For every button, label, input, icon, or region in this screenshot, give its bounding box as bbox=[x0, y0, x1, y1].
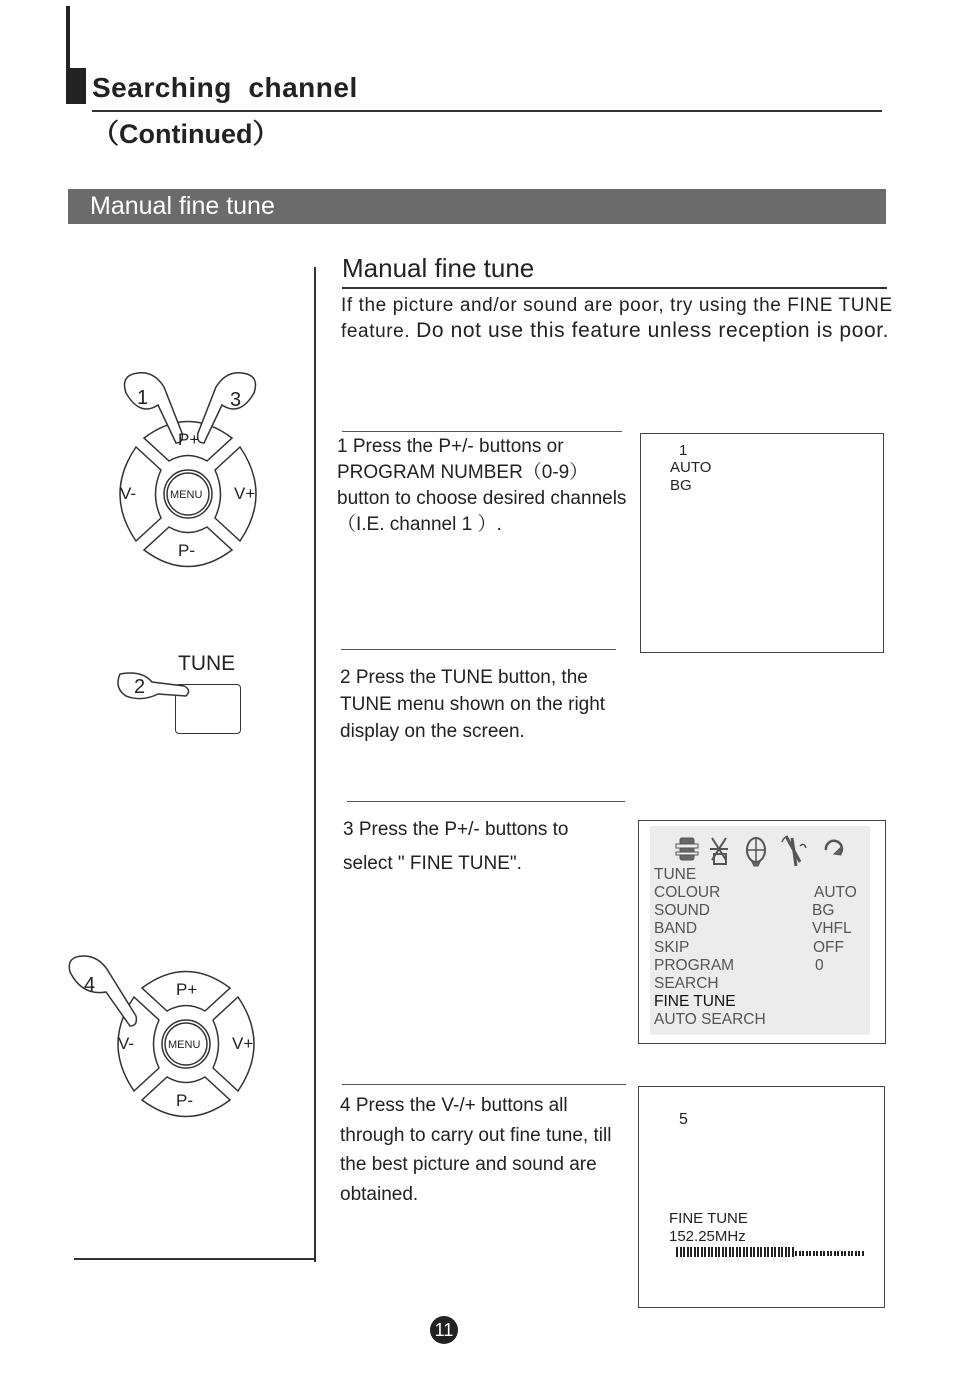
search-icon bbox=[826, 841, 842, 855]
intro-text-2: Do not use this feature unless reception is poor. bbox=[416, 319, 890, 342]
fine-tune-tick bbox=[683, 1247, 685, 1257]
fine-tune-tick bbox=[764, 1247, 766, 1257]
colour-icon bbox=[710, 838, 728, 864]
fine-tune-tick bbox=[680, 1247, 682, 1257]
column-divider bbox=[314, 267, 316, 1262]
fine-tune-tick bbox=[722, 1247, 724, 1257]
fine-tune-tick bbox=[785, 1247, 787, 1257]
fine-tune-tick bbox=[816, 1251, 818, 1256]
section-banner-label: Manual fine tune bbox=[90, 192, 275, 220]
fine-tune-tick bbox=[792, 1247, 794, 1257]
fine-tune-tick bbox=[725, 1247, 727, 1257]
remote-dpad-1 bbox=[100, 365, 280, 580]
main-title: Manual fine tune bbox=[342, 253, 535, 283]
step-2-text: 2 Press the TUNE button, the TUNE menu shown on the right display on the screen. bbox=[340, 667, 606, 742]
intro-text-1: If the picture and/or sound are poor, try using the FINE TUNE feature. bbox=[341, 295, 893, 342]
fine-tune-tick bbox=[708, 1247, 710, 1257]
screen-1-channel: 1 bbox=[679, 442, 688, 459]
fine-tune-tick bbox=[676, 1247, 678, 1257]
menu-item-fine-tune[interactable]: FINE TUNE bbox=[654, 993, 736, 1010]
menu-item-sound[interactable]: SOUND bbox=[654, 902, 710, 919]
screen-1-mode: AUTO bbox=[670, 459, 712, 476]
finger-pointer-right bbox=[198, 373, 256, 443]
fine-tune-tick bbox=[732, 1247, 734, 1257]
tune-button-group bbox=[112, 650, 252, 740]
fine-tune-tick bbox=[736, 1247, 738, 1257]
dpad-right-label: V+ bbox=[234, 484, 256, 503]
finger-pointer-v bbox=[69, 956, 136, 1026]
fine-tune-tick bbox=[848, 1251, 850, 1256]
tune-menu-panel bbox=[650, 826, 870, 1035]
fine-tune-tick bbox=[697, 1247, 699, 1257]
dpad-up-label-2: P+ bbox=[176, 980, 198, 999]
fine-tune-tick bbox=[718, 1247, 720, 1257]
finger-label-3: 3 bbox=[230, 389, 242, 411]
dpad-down-label-2: P- bbox=[176, 1091, 193, 1110]
step-4-text: 4 Press the V-/+ buttons all through to carry out fine tune, till the best picture and sound are obtained. bbox=[340, 1095, 612, 1205]
menu-value-sound: BG bbox=[812, 902, 835, 919]
finger-pointer-tune bbox=[112, 666, 192, 706]
fine-tune-tick bbox=[834, 1251, 836, 1256]
menu-label-2: MENU bbox=[168, 1039, 201, 1051]
fine-tune-tick bbox=[806, 1251, 808, 1256]
fine-tune-tick bbox=[827, 1251, 829, 1256]
page-title: Searching channel bbox=[92, 72, 358, 103]
tune-button-label: TUNE bbox=[178, 652, 236, 675]
fine-tune-tick bbox=[858, 1251, 860, 1256]
dpad-down-label: P- bbox=[178, 541, 195, 560]
column-bottom-rule bbox=[74, 1258, 316, 1260]
fine-tune-tick bbox=[799, 1251, 801, 1256]
fine-tune-tick bbox=[841, 1251, 843, 1256]
finger-label-4: 4 bbox=[84, 974, 96, 996]
fine-tune-tick bbox=[830, 1251, 832, 1256]
step-4-rule bbox=[342, 1084, 626, 1085]
fine-tune-tick bbox=[795, 1251, 797, 1256]
fine-tune-tick bbox=[760, 1247, 762, 1257]
menu-item-search[interactable]: SEARCH bbox=[654, 975, 719, 992]
fine-tune-tick bbox=[781, 1247, 783, 1257]
fine-tune-tick bbox=[788, 1247, 790, 1257]
menu-value-band: VHFL bbox=[812, 920, 852, 937]
menu-item-band[interactable]: BAND bbox=[654, 920, 698, 937]
fine-tune-tick bbox=[837, 1251, 839, 1256]
page-subtitle: （Continued） bbox=[92, 119, 280, 149]
step-3-rule bbox=[347, 801, 625, 802]
menu-item-program[interactable]: PROGRAM bbox=[654, 957, 735, 974]
fine-tune-tick bbox=[690, 1247, 692, 1257]
screen-fine-channel: 5 bbox=[679, 1111, 688, 1128]
fine-tune-tick bbox=[715, 1247, 717, 1257]
finger-label-2: 2 bbox=[134, 676, 146, 698]
dpad-up-label: P+ bbox=[178, 430, 200, 449]
step-1-text: 1 Press the P+/- buttons or PROGRAM NUMBER（0-9）button to choose desired channels（I.E. channel 1 ）. bbox=[337, 436, 627, 535]
sound-icon bbox=[747, 838, 765, 866]
fine-tune-tick bbox=[711, 1247, 713, 1257]
fine-tune-tick bbox=[750, 1247, 752, 1257]
fine-tune-tick bbox=[694, 1247, 696, 1257]
menu-icon-row bbox=[674, 832, 864, 868]
section-banner bbox=[68, 189, 886, 224]
fine-tune-tick bbox=[813, 1251, 815, 1256]
fine-tune-tick bbox=[739, 1247, 741, 1257]
remote-dpad-2 bbox=[60, 950, 280, 1130]
menu-value-colour: AUTO bbox=[814, 884, 857, 901]
fine-tune-tick bbox=[820, 1251, 822, 1256]
menu-item-auto-search[interactable]: AUTO SEARCH bbox=[654, 1011, 766, 1028]
step-3-text-1: 3 Press the P+/- buttons to bbox=[343, 819, 569, 840]
screen-fine-frequency: 152.25MHz bbox=[669, 1228, 746, 1245]
step-2-rule bbox=[341, 649, 616, 650]
step-3-text-2: select " FINE TUNE". bbox=[343, 853, 522, 874]
fine-tune-tick bbox=[704, 1247, 706, 1257]
menu-item-skip[interactable]: SKIP bbox=[654, 939, 690, 956]
screen-fine-label: FINE TUNE bbox=[669, 1210, 748, 1227]
header-block bbox=[66, 68, 86, 104]
fine-tune-tick bbox=[844, 1251, 846, 1256]
fine-tune-tick bbox=[809, 1251, 811, 1256]
step-3-text bbox=[343, 813, 633, 881]
dpad-left-label-2: V- bbox=[118, 1034, 135, 1053]
step-1-rule bbox=[342, 431, 622, 432]
menu-item-tune[interactable]: TUNE bbox=[654, 866, 697, 883]
fine-tune-tick bbox=[701, 1247, 703, 1257]
fine-tune-tick bbox=[743, 1247, 745, 1257]
menu-item-colour[interactable]: COLOUR bbox=[654, 884, 721, 901]
fine-tune-tick bbox=[802, 1251, 804, 1256]
main-title-rule bbox=[342, 287, 887, 289]
fine-tune-tick bbox=[778, 1247, 780, 1257]
fine-tune-tick bbox=[774, 1247, 776, 1257]
tv-screen-fine-tune bbox=[638, 1086, 885, 1308]
dpad-right-label-2: V+ bbox=[232, 1034, 254, 1053]
dpad-left-label: V- bbox=[120, 484, 137, 503]
fine-tune-tick bbox=[771, 1247, 773, 1257]
intro-text bbox=[341, 293, 901, 344]
tune-icon bbox=[676, 838, 698, 860]
fine-tune-tick bbox=[757, 1247, 759, 1257]
fine-tune-tick bbox=[729, 1247, 731, 1257]
finger-label-1: 1 bbox=[137, 387, 149, 409]
fine-tune-tick bbox=[823, 1251, 825, 1256]
fine-tune-tick bbox=[855, 1251, 857, 1256]
fine-tune-tick bbox=[687, 1247, 689, 1257]
fine-tune-tick bbox=[767, 1247, 769, 1257]
menu-label: MENU bbox=[170, 489, 203, 501]
menu-value-skip: OFF bbox=[813, 939, 844, 956]
tv-screen-1 bbox=[640, 433, 884, 653]
band-icon bbox=[782, 836, 806, 866]
fine-tune-level-bar[interactable] bbox=[676, 1247, 866, 1257]
fine-tune-tick bbox=[746, 1247, 748, 1257]
fine-tune-tick bbox=[851, 1251, 853, 1256]
menu-value-program: 0 bbox=[815, 957, 824, 974]
screen-1-system: BG bbox=[670, 477, 692, 494]
page-number: 11 bbox=[430, 1316, 458, 1344]
fine-tune-tick bbox=[753, 1247, 755, 1257]
fine-tune-tick bbox=[862, 1251, 864, 1256]
